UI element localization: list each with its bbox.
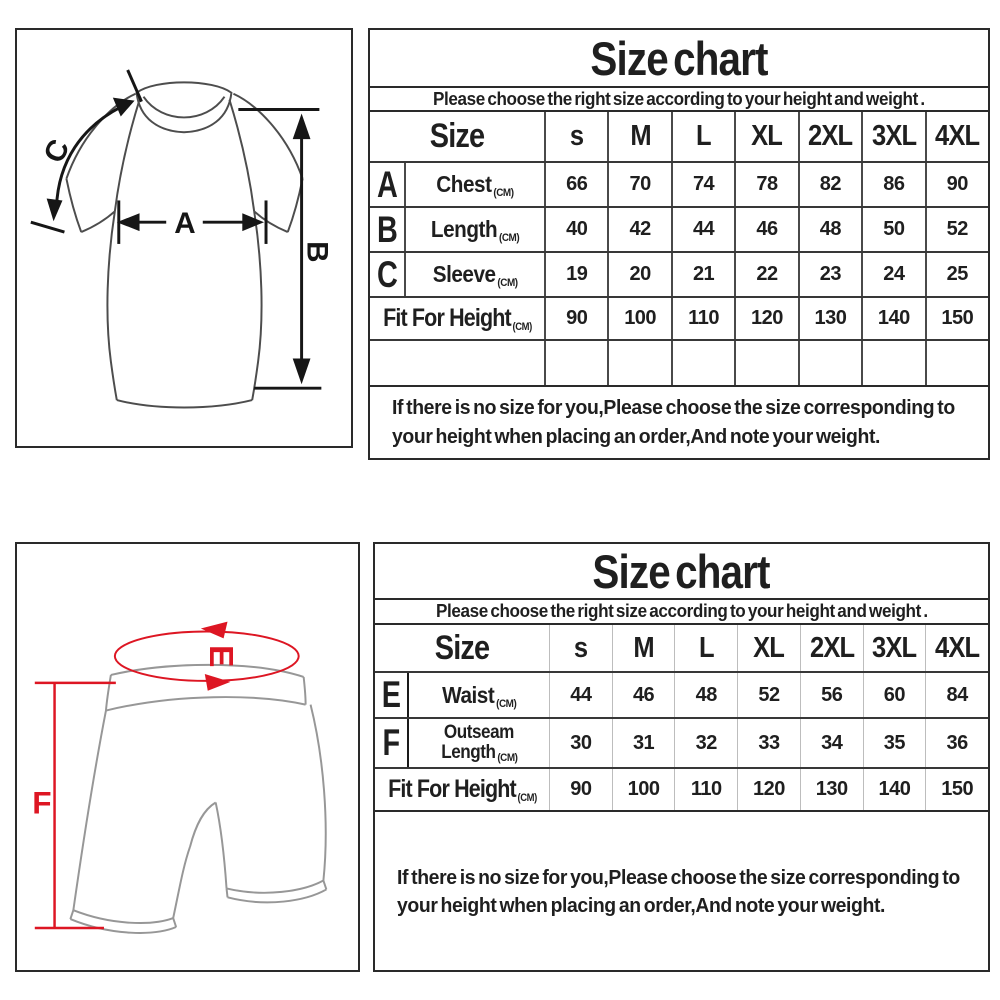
empty-value-cell [544,341,607,385]
size-value-cell: 25 [925,253,988,296]
size-chart-title-box [368,28,990,88]
size-value-cell: 48 [674,673,737,717]
size-column-header: 2XL [798,112,861,161]
size-note-line2: your height when placing an order,And note your weight. [392,425,881,448]
empty-value-cell [798,341,861,385]
size-note-line2: your height when placing an order,And note your weight. [397,895,886,918]
table-row [375,767,988,810]
measure-label-cell: Chest (CM) [404,163,544,206]
size-column-header: L [671,112,734,161]
size-note [373,810,990,972]
empty-value-cell [734,341,797,385]
size-value-cell: 78 [734,163,797,206]
measure-label-cell: Sleeve (CM) [404,253,544,296]
size-value-cell: 100 [612,769,675,810]
size-column-header: s [549,625,612,671]
table-row [370,206,988,251]
size-value-cell: 34 [800,719,863,767]
size-value-cell: 48 [798,208,861,251]
size-chart-title: Size chart [592,544,771,598]
size-value-cell: 46 [612,673,675,717]
size-value-cell: 82 [798,163,861,206]
table-header-row [375,625,988,671]
size-value-cell: 36 [925,719,988,767]
measure-label-cell: Length (CM) [404,208,544,251]
shorts-size-table [373,623,990,812]
shorts-size-chart-column [373,542,990,972]
size-value-cell: 44 [671,208,734,251]
size-value-cell: 120 [737,769,800,810]
shirt-measure-diagram [15,28,353,448]
size-value-cell: 140 [861,298,924,339]
size-value-cell: 110 [671,298,734,339]
tshirt-collar [137,82,232,132]
measure-letter-b: B [300,241,334,263]
measure-label-cell: Outseam Length (CM) [440,722,518,764]
size-header-cell: Size [434,628,490,667]
table-row [370,296,988,339]
size-value-cell: 150 [925,769,988,810]
size-value-cell: 52 [925,208,988,251]
size-value-cell: 56 [800,673,863,717]
size-value-cell: 21 [671,253,734,296]
size-value-cell: 110 [674,769,737,810]
size-value-cell: 46 [734,208,797,251]
size-value-cell: 42 [607,208,670,251]
size-column-header: M [607,112,670,161]
measure-letter-a: A [174,207,196,241]
size-chart-subtitle-box [368,86,990,112]
size-value-cell: 66 [544,163,607,206]
size-column-header: 2XL [800,625,863,671]
table-row [375,671,988,717]
empty-value-cell [671,341,734,385]
shorts-measure-diagram [15,542,360,972]
table-header-row [370,112,988,161]
size-chart-subtitle-box [373,598,990,625]
empty-label-cell [370,341,544,385]
size-value-cell: 22 [734,253,797,296]
measure-letter-e: E [201,644,239,668]
tshirt-outline-drawing [17,30,351,446]
row-letter-cell: C [376,253,398,295]
shirt-size-table [368,110,990,387]
size-column-header: 4XL [925,112,988,161]
size-value-cell: 150 [925,298,988,339]
size-value-cell: 50 [861,208,924,251]
size-column-header: 3XL [863,625,926,671]
size-value-cell: 24 [861,253,924,296]
measure-label-cell: Fit For Height (CM) [387,775,537,804]
size-column-header: XL [737,625,800,671]
size-column-header: 3XL [861,112,924,161]
size-chart-subtitle: Please choose the right size according to your height and weight . [433,88,925,109]
size-column-header: XL [734,112,797,161]
row-letter-cell: B [376,208,398,250]
size-value-cell: 31 [612,719,675,767]
size-chart-title: Size chart [590,31,768,85]
size-header-cell: Size [429,117,485,155]
measure-letter-c: C [37,134,77,169]
shorts-outline-drawing [17,544,358,970]
size-value-cell: 40 [544,208,607,251]
shirt-size-chart-column [368,28,990,460]
size-value-cell: 74 [671,163,734,206]
size-value-cell: 90 [544,298,607,339]
size-chart-title-box [373,542,990,600]
table-row [370,251,988,296]
size-value-cell: 120 [734,298,797,339]
size-value-cell: 32 [674,719,737,767]
table-row [375,717,988,767]
size-column-header: 4XL [925,625,988,671]
size-chart-subtitle: Please choose the right size according to your height and weight . [435,601,928,621]
size-value-cell: 60 [863,673,926,717]
measure-letter-f: F [32,784,52,821]
size-note [368,385,990,460]
size-note-line1: If there is no size for you,Please choose the size corresponding to [392,397,955,420]
size-value-cell: 130 [798,298,861,339]
size-value-cell: 52 [737,673,800,717]
size-value-cell: 70 [607,163,670,206]
size-value-cell: 90 [925,163,988,206]
empty-value-cell [925,341,988,385]
row-letter-cell: E [375,673,409,717]
size-column-header: M [612,625,675,671]
size-column-header: s [544,112,607,161]
size-value-cell: 33 [737,719,800,767]
size-value-cell: 86 [861,163,924,206]
empty-table-row [370,339,988,385]
size-note-line1: If there is no size for you,Please choose the size corresponding to [397,867,960,889]
size-value-cell: 84 [925,673,988,717]
size-value-cell: 20 [607,253,670,296]
size-value-cell: 30 [549,719,612,767]
row-letter-cell: A [376,163,398,205]
empty-value-cell [607,341,670,385]
size-column-header: L [674,625,737,671]
size-value-cell: 90 [549,769,612,810]
size-value-cell: 19 [544,253,607,296]
empty-value-cell [861,341,924,385]
size-value-cell: 100 [607,298,670,339]
size-value-cell: 130 [800,769,863,810]
size-value-cell: 44 [549,673,612,717]
size-value-cell: 35 [863,719,926,767]
size-value-cell: 140 [863,769,926,810]
table-row [370,161,988,206]
measure-label-cell: Waist (CM) [441,681,517,710]
row-letter-cell: F [375,719,409,767]
size-value-cell: 23 [798,253,861,296]
measure-label-cell: Fit For Height (CM) [382,304,532,333]
